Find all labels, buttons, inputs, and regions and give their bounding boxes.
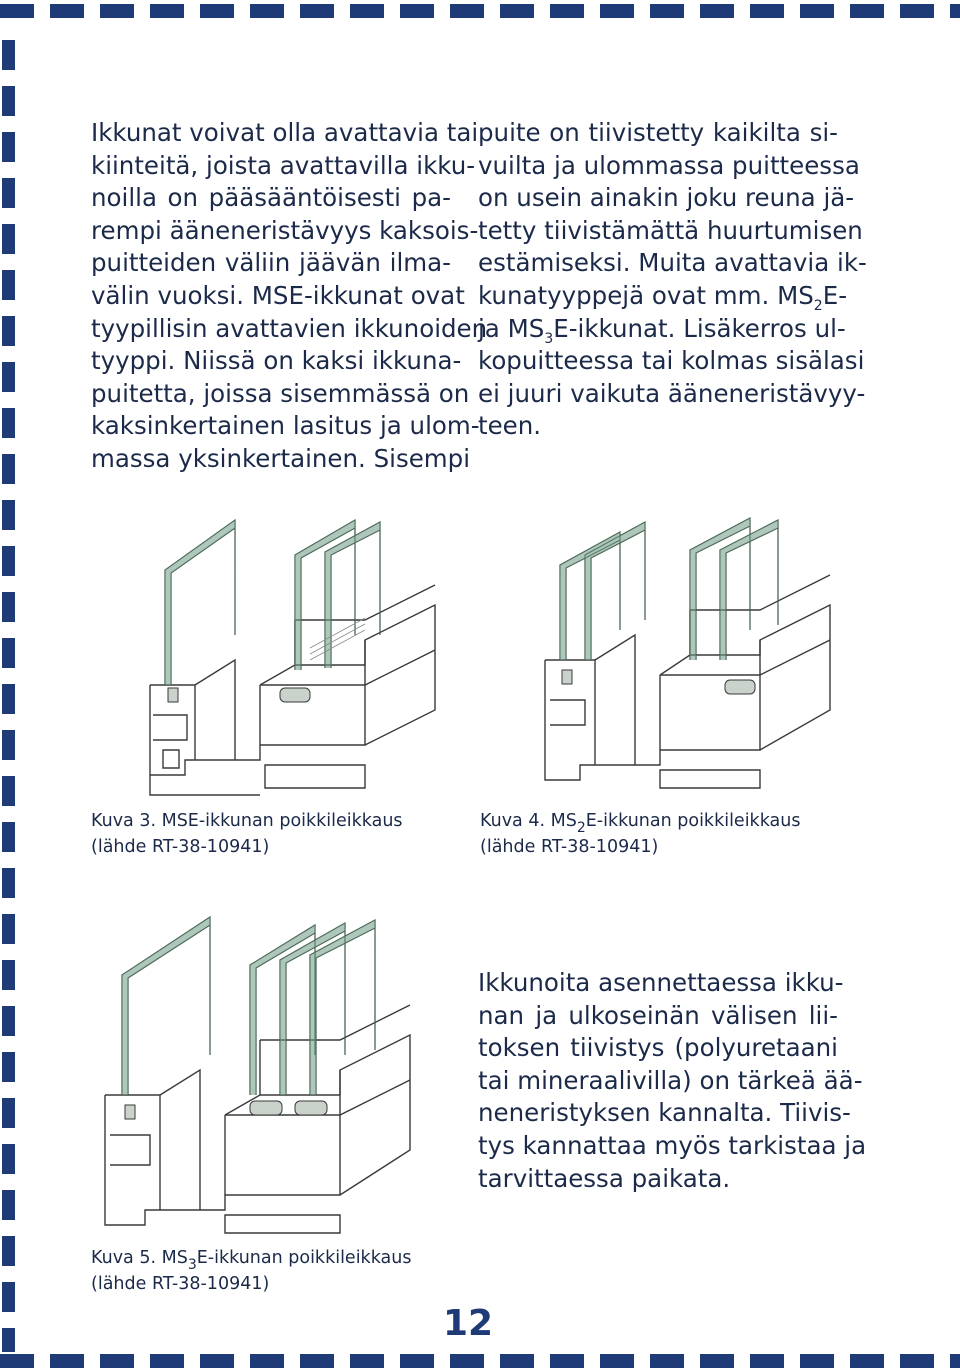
figure-mse-window	[95, 510, 465, 800]
text-line: teen.	[478, 411, 542, 441]
text-line: ei juuri vaikuta ääneneristävyy-	[478, 378, 866, 408]
page-border-top	[0, 4, 960, 18]
text-fragment: Kuva 4. MS	[480, 811, 577, 831]
text-line: neneristyksen kannalta. Tiivis-	[478, 1098, 851, 1128]
text-line: Ikkunoita asennettaessa ikku-	[478, 968, 844, 997]
text-line: puitteiden väliin jäävän ilma-	[91, 248, 451, 278]
text-line: tarvittaessa paikata.	[478, 1163, 731, 1193]
subscript: 3	[187, 1257, 197, 1273]
caption-figure-4	[480, 808, 800, 860]
text-line: kopuitteessa tai kolmas sisälasi	[478, 346, 865, 376]
text-line: puite on tiivistetty kaikilta si-	[478, 118, 838, 147]
text-line: massa yksinkertainen. Sisempi	[91, 443, 471, 473]
text-fragment: E-ikkunat. Lisäkerros ul-	[553, 313, 846, 343]
caption-figure-5	[91, 1245, 411, 1297]
text-fragment: E-ikkunan poikkileikkaus	[585, 811, 801, 831]
text-line	[478, 313, 846, 347]
text-line: tyyppi. Niissä on kaksi ikkuna-	[91, 346, 462, 376]
paragraph-installation	[478, 967, 867, 1195]
text-line: tetty tiivistämättä huurtumisen	[478, 215, 863, 245]
text-line: välin vuoksi. MSE-ikkunat ovat	[91, 280, 465, 310]
subscript: 2	[813, 297, 823, 314]
text-line: tys kannattaa myös tarkistaa ja	[478, 1130, 867, 1160]
text-line	[478, 280, 848, 314]
caption-source: (lähde RT-38-10941)	[91, 1274, 270, 1294]
text-fragment: E-ikkunan poikkileikkaus	[196, 1248, 412, 1268]
text-fragment: E-	[822, 280, 848, 310]
paragraph-window-types	[91, 117, 488, 476]
caption-line: Kuva 3. MSE-ikkunan poikkileikkaus	[91, 811, 403, 831]
caption-figure-3	[91, 808, 403, 860]
text-fragment: ja MS	[478, 313, 545, 343]
text-line: tyypillisin avattavien ikkunoiden	[91, 313, 488, 343]
figure-ms2e-window	[540, 510, 840, 790]
caption-line	[480, 811, 801, 836]
text-line: estämiseksi. Muita avattavia ik-	[478, 248, 867, 278]
text-line: rempi ääneneristävyys kaksois-	[91, 215, 479, 245]
page-number: 12	[442, 1303, 494, 1344]
paragraph-sealing	[478, 117, 867, 443]
text-line: puitetta, joissa sisemmässä on	[91, 378, 470, 408]
page-border-left	[2, 40, 15, 1352]
text-fragment: Kuva 5. MS	[91, 1248, 188, 1268]
text-line: noilla on pääsääntöisesti pa-	[91, 183, 451, 213]
text-fragment: kunatyyppejä ovat mm. MS	[478, 280, 814, 310]
caption-source: (lähde RT-38-10941)	[91, 837, 270, 857]
page-border-bottom	[0, 1354, 960, 1368]
caption-line	[91, 1248, 412, 1273]
subscript: 3	[544, 330, 554, 347]
text-line: vuilta ja ulommassa puitteessa	[478, 150, 860, 180]
text-line: nan ja ulkoseinän välisen lii-	[478, 1000, 838, 1030]
text-line: on usein ainakin joku reuna jä-	[478, 183, 855, 213]
text-line: Ikkunat voivat olla avattavia tai	[91, 118, 479, 147]
text-line: kiinteitä, joista avattavilla ikku-	[91, 150, 476, 180]
text-line: toksen tiivistys (polyuretaani	[478, 1033, 838, 1063]
subscript: 2	[576, 820, 586, 836]
figure-ms3e-window	[100, 905, 420, 1235]
text-line: kaksinkertainen lasitus ja ulom-	[91, 411, 480, 441]
text-line: tai mineraalivilla) on tärkeä ää-	[478, 1065, 863, 1095]
caption-source: (lähde RT-38-10941)	[480, 837, 659, 857]
